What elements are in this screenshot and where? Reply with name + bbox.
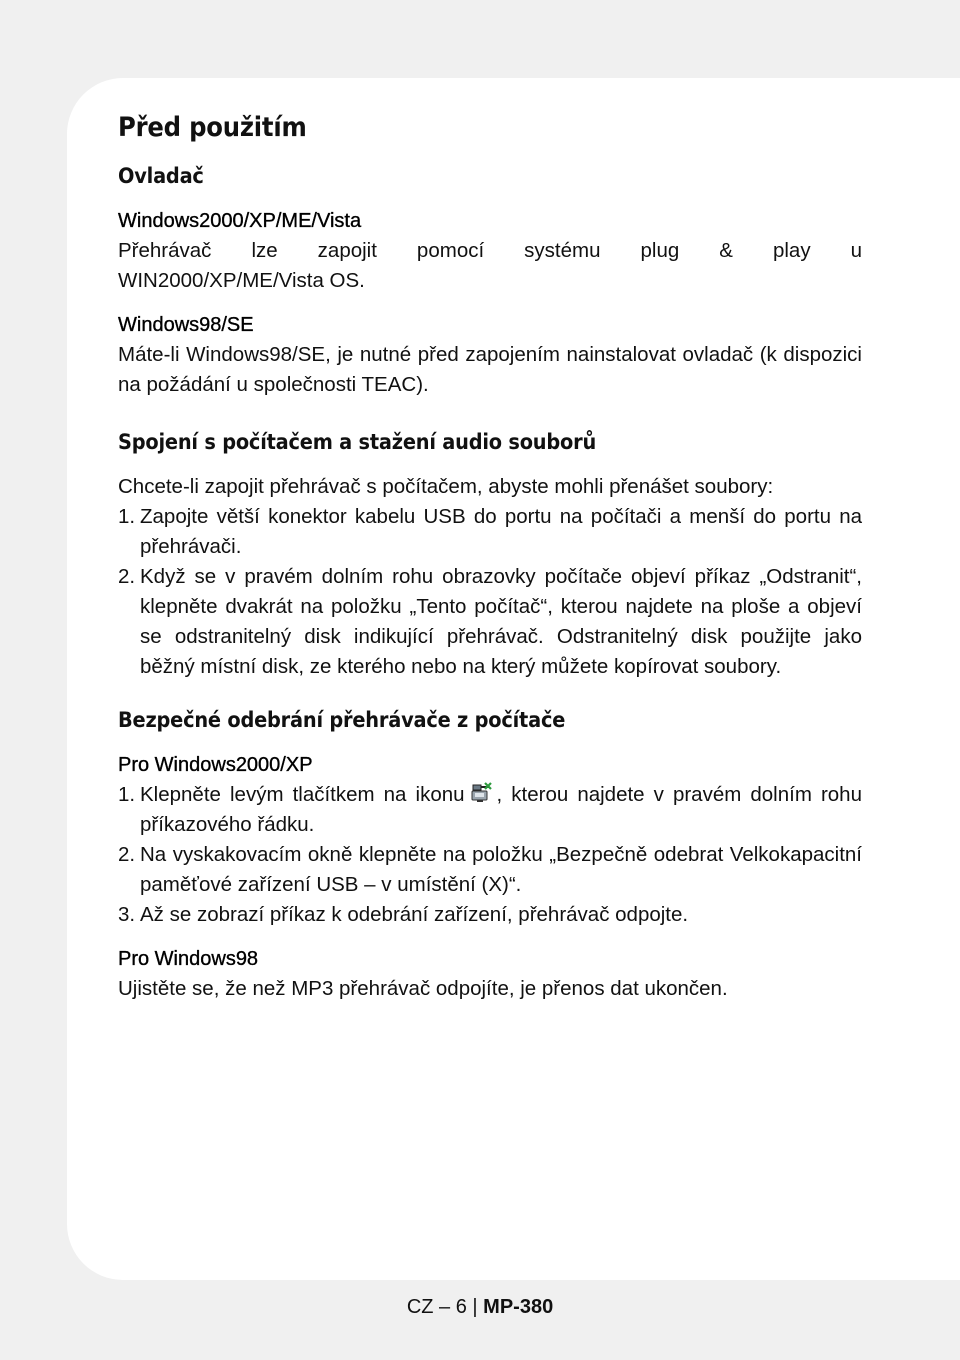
removal-step bbox=[118, 840, 862, 900]
removal-win98-text: Ujistěte se, že než MP3 přehrávač odpojíte, je přenos dat ukončen. bbox=[118, 977, 728, 1000]
document-content bbox=[118, 108, 862, 1004]
subheading-pro-win2000-xp: Pro Windows2000/XP bbox=[118, 754, 313, 776]
step-number: 3. bbox=[118, 903, 136, 926]
section-heading-safe-removal: Bezpečné odebrání přehrávače z počítače bbox=[118, 708, 566, 733]
step-text: Až se zobrazí příkaz k odebrání zařízení, přehrávač odpojte. bbox=[140, 903, 689, 926]
subheading-win2000-vista: Windows2000/XP/ME/Vista bbox=[118, 210, 362, 232]
driver-win2000-text-line1: Přehrávač lze zapojit pomocí systému plug & play u bbox=[118, 239, 862, 262]
removal-step bbox=[118, 900, 862, 930]
connect-step bbox=[118, 502, 862, 562]
step-number: 1. bbox=[118, 783, 136, 806]
step-number: 2. bbox=[118, 843, 136, 866]
step-text-after-icon: , kterou najdete v pravém dolním rohu příkazového řádku. bbox=[140, 783, 862, 836]
step-number: 2. bbox=[118, 565, 136, 588]
section-heading-connect: Spojení s počítačem a stažení audio souborů bbox=[118, 430, 597, 455]
step-text bbox=[140, 780, 862, 840]
step-text: Když se v pravém dolním rohu obrazovky počítače objeví příkaz „Odstranit“, klepněte dvakrát na položku „Tento počítač“, kterou najdete na ploše a objeví se odstranitelný disk indikující přehrávač. Odstranitelný disk použijte jako běžný místní disk, ze kterého nebo na který můžete kopírovat soubory. bbox=[140, 565, 862, 678]
step-text: Zapojte větší konektor kabelu USB do portu na počítači a menší do portu na přehrávači. bbox=[140, 505, 862, 558]
section-heading-driver: Ovladač bbox=[118, 164, 204, 189]
page-title: Před použitím bbox=[118, 112, 307, 143]
removal-step bbox=[118, 780, 862, 840]
step-text-before-icon: Klepněte levým tlačítkem na ikonu bbox=[140, 783, 465, 806]
subheading-pro-win98: Pro Windows98 bbox=[118, 948, 259, 970]
driver-win2000-text-line2: WIN2000/XP/ME/Vista OS. bbox=[118, 269, 365, 292]
safely-remove-hardware-icon bbox=[469, 782, 493, 804]
subheading-win98se: Windows98/SE bbox=[118, 314, 254, 336]
step-number: 1. bbox=[118, 505, 136, 528]
page-footer bbox=[0, 1292, 960, 1322]
step-text: Na vyskakovacím okně klepněte na položku „Bezpečně odebrat Velkokapacitní paměťové zařízení USB – v umístění (X)“. bbox=[140, 843, 862, 896]
connect-intro: Chcete-li zapojit přehrávač s počítačem, abyste mohli přenášet soubory: bbox=[118, 475, 774, 498]
model-name: MP-380 bbox=[483, 1296, 554, 1318]
driver-win98-text: Máte-li Windows98/SE, je nutné před zapojením nainstalovat ovladač (k dispozici na požádání u společnosti TEAC). bbox=[118, 343, 862, 396]
connect-step bbox=[118, 562, 862, 682]
page-number: CZ – 6 | bbox=[406, 1296, 478, 1318]
